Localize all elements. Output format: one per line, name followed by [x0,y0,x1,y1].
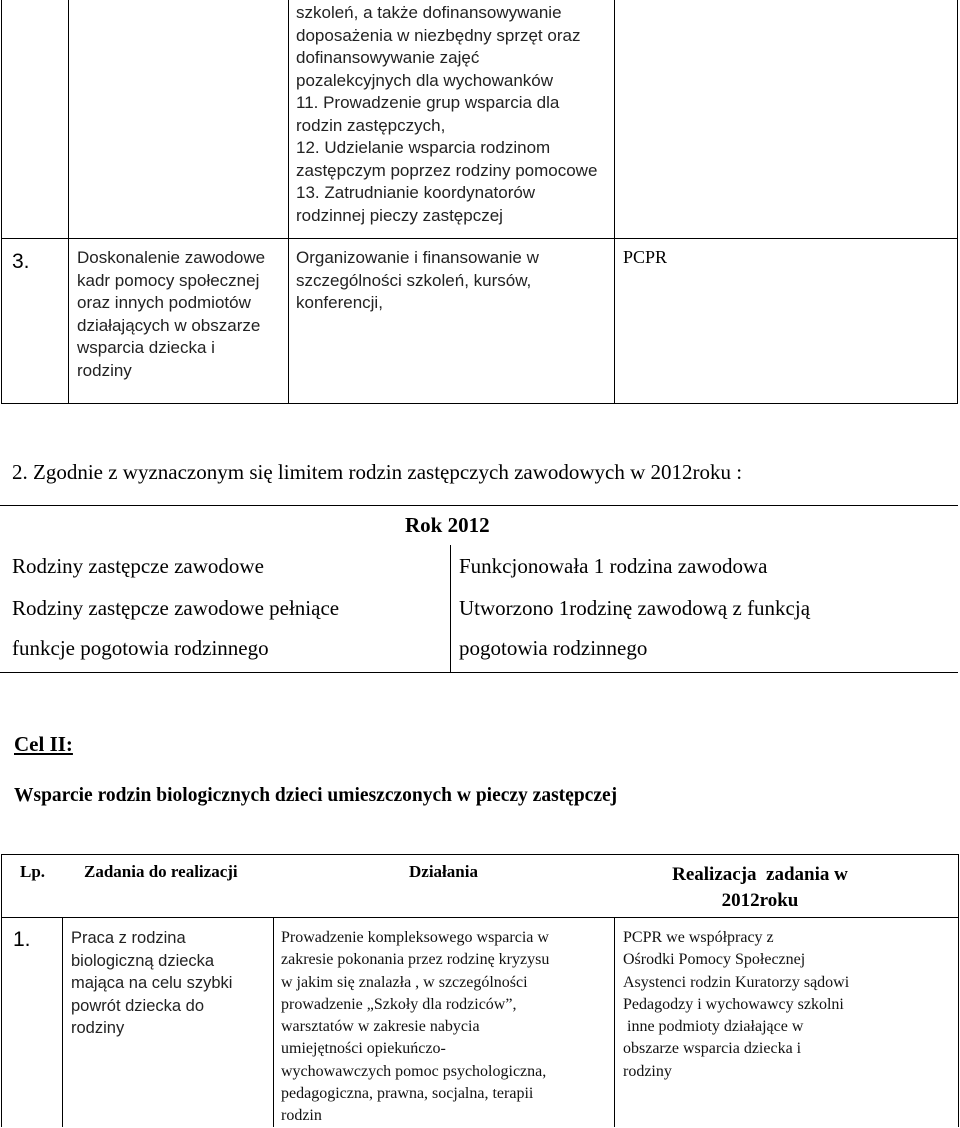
text-line: Praca z rodzina [71,929,186,947]
text-line: rodziny [77,360,132,380]
header-line: 2012roku [721,890,799,911]
row3-number: 3. [12,250,30,273]
text-line: szkoleń, a także dofinansowywanie [296,3,562,22]
table2-row1-label: Rodziny zastępcze zawodowe [12,554,264,578]
table3-row1-number: 1. [13,928,31,951]
text-line: inne podmioty działające w [623,1018,804,1036]
table2-row2-value-l2: pogotowia rodzinnego [459,636,648,660]
text-line: 12. Udzielanie wsparcia rodzinom [296,138,551,157]
row3-task [77,247,265,382]
text-line: 13. Zatrudnianie koordynatorów [296,183,536,202]
table2-row2-label-l2: funkcje pogotowia rodzinnego [12,636,269,660]
table2-row2-label-l1: Rodziny zastępcze zawodowe pełniące [12,596,340,620]
text-line: rodzin zastępczych, [296,115,446,135]
text-line: dofinansowywanie zajęć [296,48,480,67]
table3-row1-realization [623,927,849,1083]
text-line: oraz innych podmiotów [77,293,251,312]
cel2-title: Wsparcie rodzin biologicznych dzieci umieszczonych w pieczy zastępczej [14,785,618,806]
text-line: Asystenci rodzin Kuratorzy sądowi [623,973,850,991]
text-line: działających w obszarze [77,315,261,335]
text-line: Doskonalenie zawodowe [77,248,266,267]
text-line: doposażenia w niezbędny sprzęt oraz [296,25,581,45]
text-line: 11. Prowadzenie grup wsparcia dla [296,93,560,112]
header-line: Realizacja zadania w [672,864,848,885]
table3-row1-actions [281,927,549,1128]
text-line: kadr pomocy społecznej [77,270,260,290]
table2-row2-value-l1: Utworzono 1rodzinę zawodową z funkcją [459,596,811,620]
prev-row-actions [296,2,597,227]
text-line: szczególności szkoleń, kursów, [296,270,532,290]
text-line: rodziny [623,1062,672,1080]
text-line: zastępczym poprzez rodziny pomocowe [296,160,598,180]
text-line: biologiczną dziecka [71,951,215,970]
text-line: Pedagodzy i wychowawcy szkolni [623,995,844,1013]
text-line: umiejętności opiekuńczo- [281,1040,446,1058]
table3-header-actions: Działania [409,862,478,881]
text-line: wsparcia dziecka i [77,338,215,357]
text-line: obszarze wsparcia dziecka i [623,1040,802,1058]
table3-row1-task [71,927,232,1040]
text-line: pozalekcyjnych dla wychowanków [296,70,554,90]
table3-header-tasks: Zadania do realizacji [84,862,238,881]
text-line: mająca na celu szybki [71,974,233,992]
text-line: rodzin [281,1107,322,1125]
row3-realization: PCPR [623,247,668,267]
section2-heading: 2. Zgodnie z wyznaczonym się limitem rodzin zastępczych zawodowych w 2012roku : [12,460,743,484]
table3-header-lp: Lp. [20,862,46,881]
text-line: zakresie pokonania przez rodzinę kryzysu [281,951,550,969]
text-line: rodzinnej pieczy zastępczej [296,205,503,225]
table2-header: Rok 2012 [405,513,490,537]
text-line: PCPR we współpracy z [623,929,774,946]
text-line: konferencji, [296,293,383,312]
text-line: Organizowanie i finansowanie w [296,248,539,267]
table2-row1-value: Funkcjonowała 1 rodzina zawodowa [459,554,768,578]
text-line: wychowawczych pomoc psychologiczna, [281,1062,547,1080]
text-line: powrót dziecka do [71,996,204,1015]
table3-header-realization [640,862,880,914]
text-line: pedagogiczna, prawna, socjalna, terapii [281,1085,534,1103]
text-line: prowadzenie „Szkoły dla rodziców”, [281,995,517,1013]
cel2-label: Cel II: [14,732,73,756]
text-line: warsztatów w zakresie nabycia [281,1018,480,1036]
row3-actions [296,247,539,315]
text-line: w jakim się znalazła , w szczególności [281,973,528,991]
text-line: rodziny [71,1019,125,1037]
text-line: Prowadzenie kompleksowego wsparcia w [281,929,549,946]
text-line: Ośrodki Pomocy Społecznej [623,951,806,969]
